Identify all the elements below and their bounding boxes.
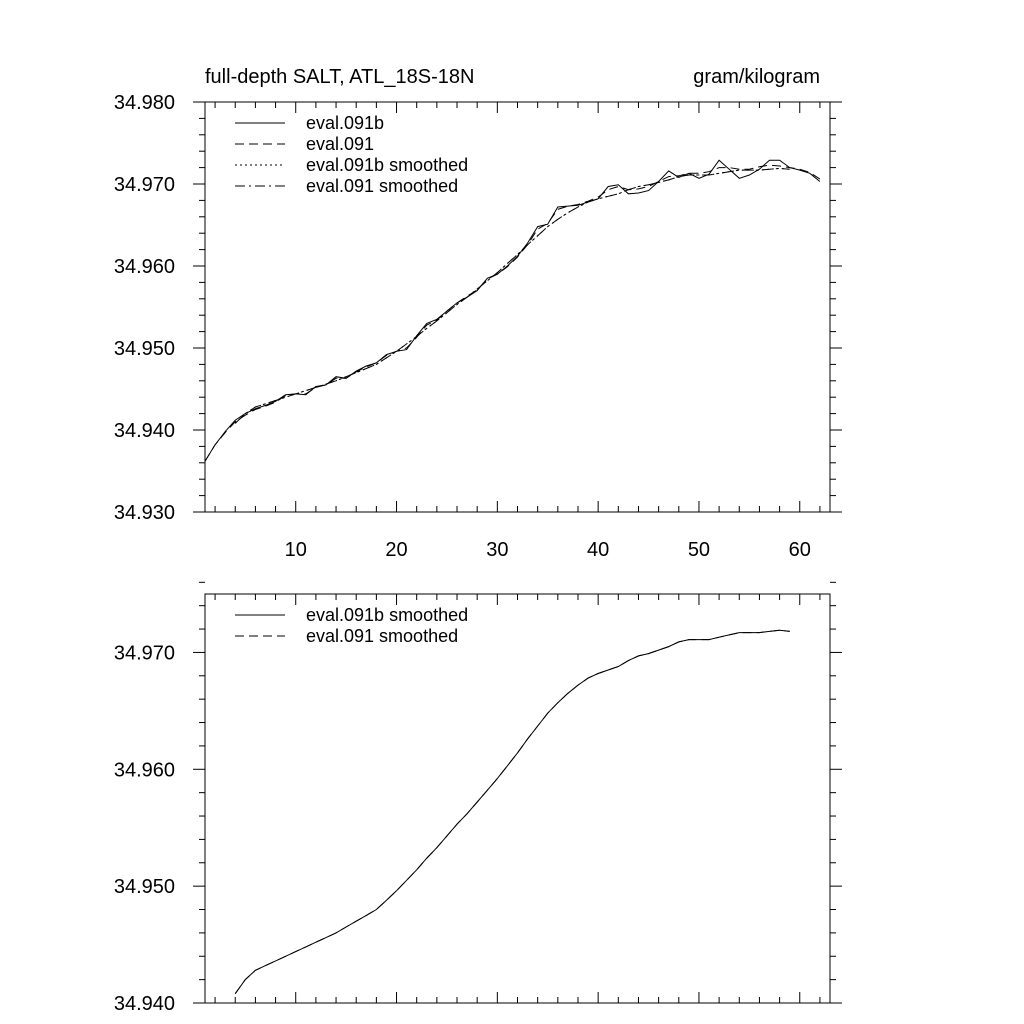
legend-label: eval.091 smoothed <box>306 176 459 196</box>
series-line-0 <box>205 160 820 461</box>
series-line-0 <box>235 630 790 994</box>
series-line-1 <box>205 165 820 461</box>
y-tick-label: 34.930 <box>113 502 175 524</box>
x-tick-label: 40 <box>587 539 610 561</box>
chart-title: full-depth SALT, ATL_18S-18N <box>205 66 475 88</box>
x-tick-label: 50 <box>687 539 711 561</box>
legend-label: eval.091b smoothed <box>306 155 469 175</box>
x-tick-label: 10 <box>284 539 307 561</box>
y-tick-label: 34.940 <box>113 420 175 442</box>
bottom-panel <box>114 582 842 1015</box>
series-line-3 <box>235 168 790 423</box>
series-line-2 <box>235 168 790 423</box>
y-tick-label: 34.950 <box>113 338 175 360</box>
y-tick-label: 34.970 <box>113 174 175 196</box>
x-tick-label: 60 <box>788 539 811 561</box>
legend-label: eval.091b <box>306 113 385 133</box>
y-tick-label: 34.950 <box>113 876 175 899</box>
y-tick-label: 34.970 <box>113 642 175 665</box>
y-tick-label: 34.940 <box>113 993 175 1015</box>
y-tick-label: 34.960 <box>113 759 175 782</box>
legend-label: eval.091 smoothed <box>306 626 459 646</box>
legend-label: eval.091b smoothed <box>306 605 469 625</box>
plot-frame <box>205 102 830 512</box>
series-line-1 <box>235 630 790 994</box>
x-tick-label: 20 <box>385 539 408 561</box>
y-tick-label: 34.980 <box>113 92 175 114</box>
legend-label: eval.091 <box>306 134 375 154</box>
top-panel <box>114 66 842 561</box>
plot-frame <box>205 594 830 1003</box>
x-tick-label: 30 <box>486 539 509 561</box>
units-label: gram/kilogram <box>693 66 820 88</box>
y-tick-label: 34.960 <box>113 256 175 278</box>
